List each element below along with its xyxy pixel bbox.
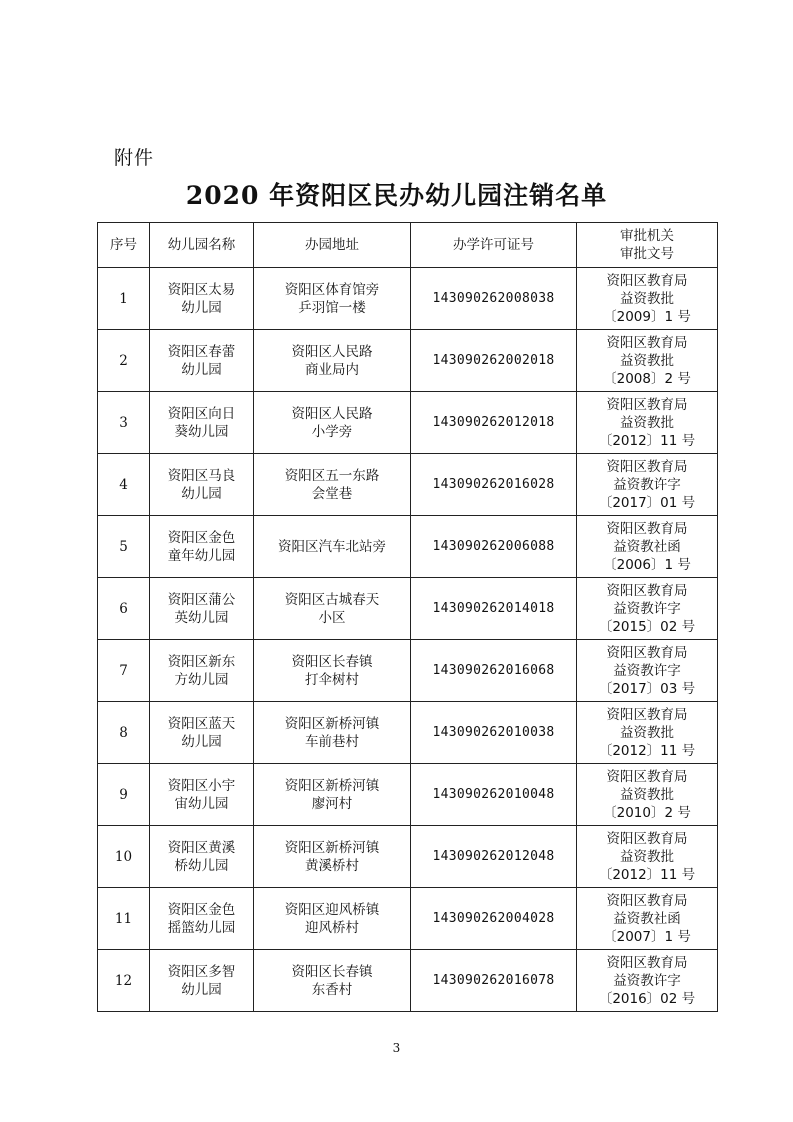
cell-license-number: 143090262008038 (411, 268, 577, 330)
table-row (98, 764, 718, 826)
cell-kindergarten-name: 资阳区多智 幼儿园 (150, 950, 254, 1012)
cell-license-number: 143090262010038 (411, 702, 577, 764)
cell-address: 资阳区人民路 小学旁 (254, 392, 411, 454)
table-row (98, 578, 718, 640)
page-number: 3 (392, 1041, 401, 1055)
cell-address: 资阳区体育馆旁 乒羽馆一楼 (254, 268, 411, 330)
cell-seq: 8 (98, 702, 150, 764)
attachment-label: 附件 (114, 147, 155, 169)
header-address: 办园地址 (254, 223, 411, 268)
cell-kindergarten-name: 资阳区春蕾 幼儿园 (150, 330, 254, 392)
cell-seq: 4 (98, 454, 150, 516)
table-row (98, 516, 718, 578)
cell-license-number: 143090262016068 (411, 640, 577, 702)
table-row (98, 392, 718, 454)
table-row (98, 640, 718, 702)
table-row (98, 454, 718, 516)
table-body (98, 268, 718, 1012)
cell-approval: 资阳区教育局 益资教许字 〔2017〕01 号 (577, 454, 718, 516)
cell-license-number: 143090262012048 (411, 826, 577, 888)
cell-kindergarten-name: 资阳区新东 方幼儿园 (150, 640, 254, 702)
cell-approval: 资阳区教育局 益资教许字 〔2016〕02 号 (577, 950, 718, 1012)
cell-approval: 资阳区教育局 益资教许字 〔2017〕03 号 (577, 640, 718, 702)
cell-address: 资阳区长春镇 东香村 (254, 950, 411, 1012)
cell-approval: 资阳区教育局 益资教社函 〔2006〕1 号 (577, 516, 718, 578)
cell-address: 资阳区古城春天 小区 (254, 578, 411, 640)
cell-kindergarten-name: 资阳区蒲公 英幼儿园 (150, 578, 254, 640)
cell-address: 资阳区汽车北站旁 (254, 516, 411, 578)
cell-kindergarten-name: 资阳区马良 幼儿园 (150, 454, 254, 516)
cell-approval: 资阳区教育局 益资教批 〔2012〕11 号 (577, 392, 718, 454)
cell-seq: 12 (98, 950, 150, 1012)
cell-license-number: 143090262006088 (411, 516, 577, 578)
cell-seq: 3 (98, 392, 150, 454)
cell-seq: 11 (98, 888, 150, 950)
cell-kindergarten-name: 资阳区太易 幼儿园 (150, 268, 254, 330)
table-row (98, 702, 718, 764)
kindergarten-table (97, 222, 718, 1012)
cell-seq: 10 (98, 826, 150, 888)
cell-address: 资阳区五一东路 会堂巷 (254, 454, 411, 516)
cell-seq: 7 (98, 640, 150, 702)
cell-license-number: 143090262016028 (411, 454, 577, 516)
cell-kindergarten-name: 资阳区黄溪 桥幼儿园 (150, 826, 254, 888)
cell-approval: 资阳区教育局 益资教批 〔2009〕1 号 (577, 268, 718, 330)
cell-license-number: 143090262012018 (411, 392, 577, 454)
header-name: 幼儿园名称 (150, 223, 254, 268)
cell-address: 资阳区新桥河镇 车前巷村 (254, 702, 411, 764)
cell-seq: 6 (98, 578, 150, 640)
cell-seq: 9 (98, 764, 150, 826)
cell-approval: 资阳区教育局 益资教许字 〔2015〕02 号 (577, 578, 718, 640)
cell-address: 资阳区人民路 商业局内 (254, 330, 411, 392)
header-license: 办学许可证号 (411, 223, 577, 268)
cell-license-number: 143090262002018 (411, 330, 577, 392)
cell-address: 资阳区迎风桥镇 迎风桥村 (254, 888, 411, 950)
table-row (98, 268, 718, 330)
cell-approval: 资阳区教育局 益资教批 〔2012〕11 号 (577, 702, 718, 764)
header-approval: 审批机关 审批文号 (577, 223, 718, 268)
cell-kindergarten-name: 资阳区小宇 宙幼儿园 (150, 764, 254, 826)
header-row (98, 223, 718, 268)
header-seq: 序号 (98, 223, 150, 268)
cell-seq: 5 (98, 516, 150, 578)
cell-seq: 2 (98, 330, 150, 392)
cell-approval: 资阳区教育局 益资教社函 〔2007〕1 号 (577, 888, 718, 950)
table-row (98, 330, 718, 392)
cell-approval: 资阳区教育局 益资教批 〔2008〕2 号 (577, 330, 718, 392)
cell-kindergarten-name: 资阳区金色 摇篮幼儿园 (150, 888, 254, 950)
cell-address: 资阳区新桥河镇 廖河村 (254, 764, 411, 826)
cell-approval: 资阳区教育局 益资教批 〔2012〕11 号 (577, 826, 718, 888)
cell-license-number: 143090262014018 (411, 578, 577, 640)
cell-seq: 1 (98, 268, 150, 330)
table-row (98, 888, 718, 950)
cell-license-number: 143090262010048 (411, 764, 577, 826)
table-row (98, 826, 718, 888)
document-title: 2020 年资阳区民办幼儿园注销名单 (185, 181, 608, 210)
cell-address: 资阳区长春镇 打伞树村 (254, 640, 411, 702)
cell-kindergarten-name: 资阳区向日 葵幼儿园 (150, 392, 254, 454)
cell-kindergarten-name: 资阳区金色 童年幼儿园 (150, 516, 254, 578)
cell-address: 资阳区新桥河镇 黄溪桥村 (254, 826, 411, 888)
cell-license-number: 143090262016078 (411, 950, 577, 1012)
cell-approval: 资阳区教育局 益资教批 〔2010〕2 号 (577, 764, 718, 826)
cell-license-number: 143090262004028 (411, 888, 577, 950)
table-header (98, 223, 718, 268)
cell-kindergarten-name: 资阳区蓝天 幼儿园 (150, 702, 254, 764)
table-row (98, 950, 718, 1012)
